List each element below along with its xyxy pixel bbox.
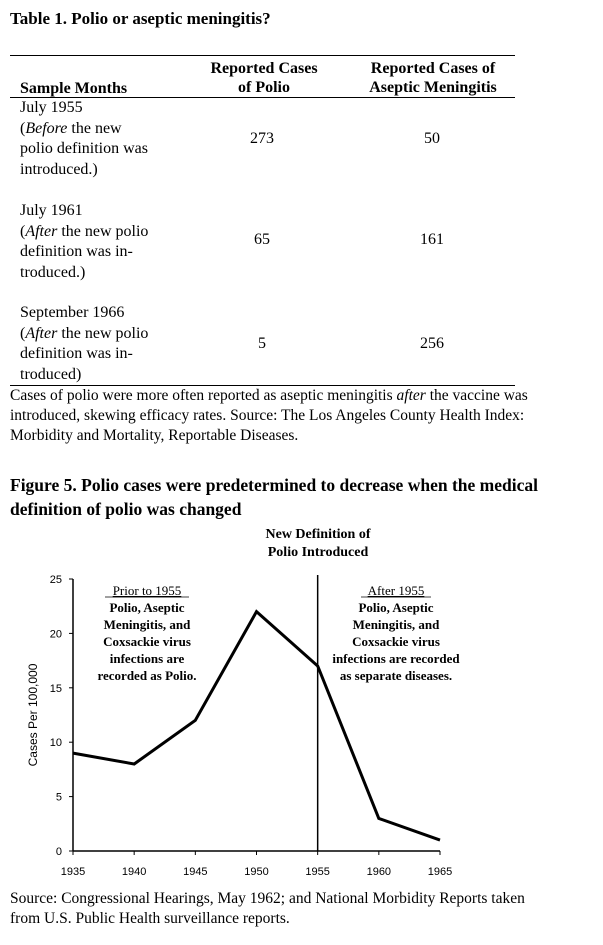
header-polio-line2: of Polio <box>238 79 290 96</box>
figure-title: Figure 5. Polio cases were predetermined to decrease when the medical definition of polio was changed <box>10 475 538 519</box>
header-polio-line1: Reported Cases <box>210 60 318 77</box>
row-note-line2: definition was in- <box>20 345 133 362</box>
left-note-line: Meningitis, and <box>103 617 191 632</box>
x-tick-label: 1950 <box>244 866 269 878</box>
y-axis-label: Cases Per 100,000 <box>26 663 40 767</box>
row-note-line1: (After the new polio <box>20 222 149 240</box>
chart-title-line1: New Definition of <box>265 527 371 542</box>
row-polio-value: 273 <box>250 130 274 147</box>
right-note-line: infections are recorded <box>332 651 460 666</box>
polio-line-chart <box>10 520 510 885</box>
y-tick-label: 10 <box>49 737 62 750</box>
left-note-line: infections are <box>109 651 185 666</box>
x-tick-label: 1935 <box>60 866 86 878</box>
row-note-line1: (After the new polio <box>20 324 149 342</box>
row-polio-value: 65 <box>254 231 270 248</box>
figure-source: Source: Congressional Hearings, May 1962; and National Morbidity Reports taken from U.S. Public Health surveillance reports. <box>10 890 525 927</box>
row-note-line2: definition was in- <box>20 243 133 260</box>
y-tick-label: 15 <box>49 682 62 695</box>
row-aseptic-value: 50 <box>424 130 440 147</box>
x-tick-label: 1965 <box>427 866 453 878</box>
y-tick-label: 0 <box>55 846 62 858</box>
row-month: July 1961 <box>20 202 83 219</box>
row-note-line3: troduced) <box>20 365 82 383</box>
header-polio <box>197 59 331 97</box>
right-note-line: Meningitis, and <box>352 617 440 632</box>
y-tick-label: 20 <box>49 628 62 641</box>
table-row <box>20 98 190 180</box>
table-title: Table 1. Polio or aseptic meningitis? <box>10 9 271 28</box>
table-caption: Cases of polio were more often reported as aseptic meningitis after the vaccine was introduced, skewing efficacy rates. Source: The Los Angeles County Health Index: Morbidity and Mortality, Reportable Diseases. <box>10 387 528 444</box>
header-sample-months: Sample Months <box>20 80 128 97</box>
left-note-line: recorded as Polio. <box>97 668 197 683</box>
right-note-line: Coxsackie virus <box>352 634 440 649</box>
y-tick-label: 25 <box>49 574 62 586</box>
right-note-line: Polio, Aseptic <box>358 600 434 615</box>
left-note-line: Polio, Aseptic <box>109 600 185 615</box>
header-aseptic-line1: Reported Cases of <box>370 60 496 77</box>
chart-title-line2: Polio Introduced <box>267 545 369 560</box>
right-note-heading: After 1955 <box>367 583 425 598</box>
left-note-heading: Prior to 1955 <box>112 583 182 598</box>
x-tick-label: 1945 <box>183 866 208 878</box>
row-month: September 1966 <box>20 304 125 321</box>
header-aseptic <box>352 59 514 97</box>
x-tick-label: 1940 <box>121 866 147 878</box>
header-aseptic-line2: Aseptic Meningitis <box>369 79 497 96</box>
row-note-line1: (Before the new <box>20 119 122 137</box>
right-note-line: as separate diseases. <box>339 668 453 683</box>
x-tick-label: 1955 <box>305 866 330 878</box>
row-note-line3: introduced.) <box>20 160 98 178</box>
left-note-line: Coxsackie virus <box>103 634 191 649</box>
y-tick-label: 5 <box>55 791 62 804</box>
table-row <box>20 303 190 385</box>
x-tick-label: 1960 <box>366 866 392 878</box>
row-note-line3: troduced.) <box>20 263 86 281</box>
row-note-line2: polio definition was <box>20 140 148 157</box>
row-aseptic-value: 161 <box>420 231 444 248</box>
row-polio-value: 5 <box>258 335 266 352</box>
row-aseptic-value: 256 <box>420 335 444 352</box>
table-top-rule <box>10 55 515 56</box>
row-month: July 1955 <box>20 99 83 116</box>
table-row <box>20 201 190 283</box>
